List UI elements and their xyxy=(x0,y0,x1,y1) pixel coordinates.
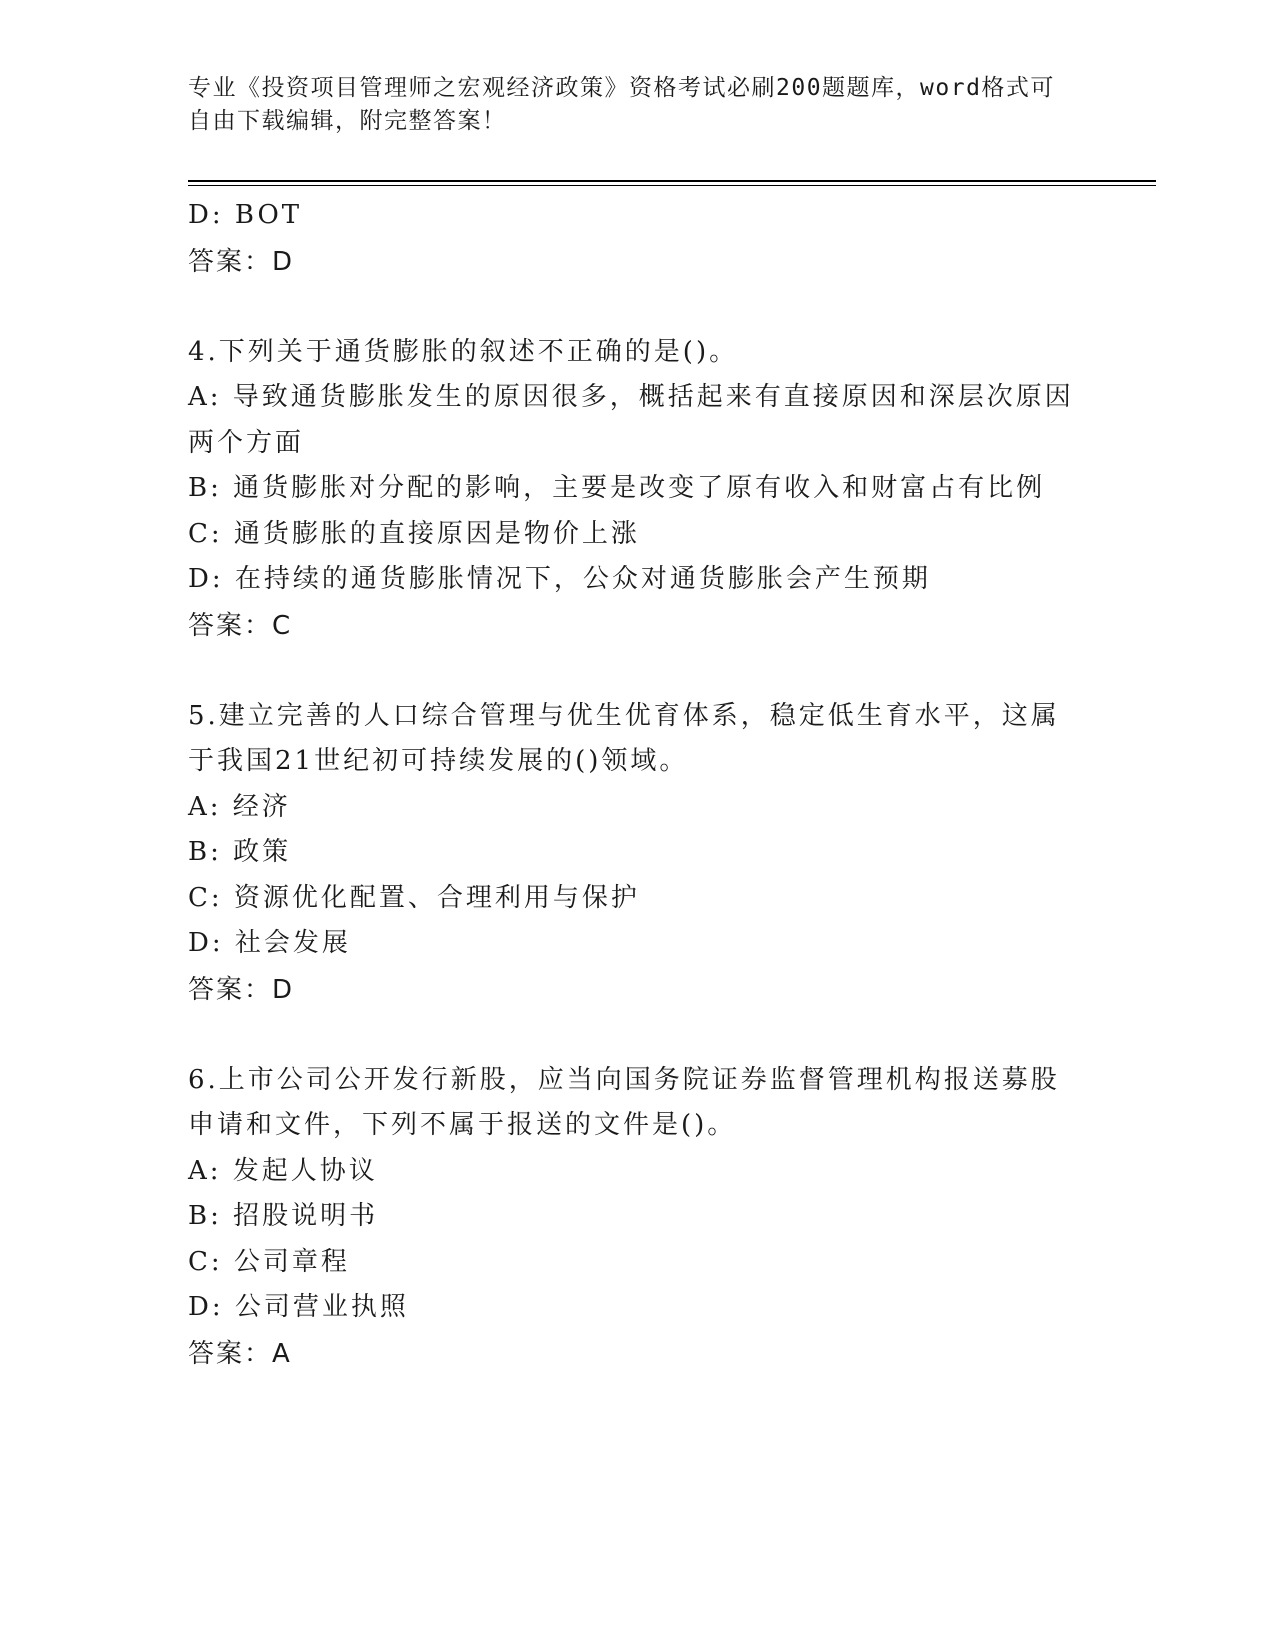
option-d: D: 社会发展 xyxy=(188,928,351,958)
question-block-4 xyxy=(188,330,1088,649)
spacer xyxy=(188,649,1088,694)
question-stem: 4.下列关于通货膨胀的叙述不正确的是()。 xyxy=(188,336,739,367)
option-b: B: 政策 xyxy=(188,837,292,867)
spacer xyxy=(188,285,1088,330)
option-d: D: 公司营业执照 xyxy=(188,1292,409,1322)
header-divider-thick xyxy=(188,180,1156,182)
option-a-continued: 两个方面 xyxy=(188,427,305,458)
option-b: B: 招股说明书 xyxy=(188,1201,379,1231)
header-title-line2: 自由下载编辑，附完整答案！ xyxy=(188,108,507,134)
question-stem: 5.建立完善的人口综合管理与优生优育体系，稳定低生育水平，这属 xyxy=(188,700,1060,731)
question-block-5 xyxy=(188,694,1088,1013)
header-divider-thin xyxy=(188,185,1156,186)
answer-line: 答案：A xyxy=(188,1338,292,1369)
question-stem: 6.上市公司公开发行新股，应当向国务院证券监督管理机构报送募股 xyxy=(188,1064,1060,1095)
option-a: A: 经济 xyxy=(188,791,291,822)
option-c: C: 资源优化配置、合理利用与保护 xyxy=(188,882,640,913)
option-c: C: 通货膨胀的直接原因是物价上涨 xyxy=(188,518,640,549)
option-a: A: 导致通货膨胀发生的原因很多，概括起来有直接原因和深层次原因 xyxy=(188,382,1074,412)
answer-line: 答案：C xyxy=(188,610,293,641)
question-block-6 xyxy=(188,1058,1088,1377)
question-stem-continued: 申请和文件，下列不属于报送的文件是()。 xyxy=(188,1110,737,1140)
document-body xyxy=(188,193,1088,1377)
spacer xyxy=(188,1013,1088,1058)
option-b: B: 通货膨胀对分配的影响，主要是改变了原有收入和财富占有比例 xyxy=(188,473,1046,503)
header-title-line1: 专业《投资项目管理师之宏观经济政策》资格考试必刷200题题库，word格式可 xyxy=(188,75,1055,101)
question-stem-continued: 于我国21世纪初可持续发展的()领域。 xyxy=(188,746,689,776)
option-d: D: BOT xyxy=(188,200,303,230)
answer-line: 答案：D xyxy=(188,974,295,1005)
answer-line: 答案：D xyxy=(188,246,295,277)
question-block-3-tail xyxy=(188,193,1088,285)
option-a: A: 发起人协议 xyxy=(188,1155,378,1186)
option-c: C: 公司章程 xyxy=(188,1246,350,1277)
page-header xyxy=(188,72,1088,138)
option-d: D: 在持续的通货膨胀情况下，公众对通货膨胀会产生预期 xyxy=(188,564,931,594)
